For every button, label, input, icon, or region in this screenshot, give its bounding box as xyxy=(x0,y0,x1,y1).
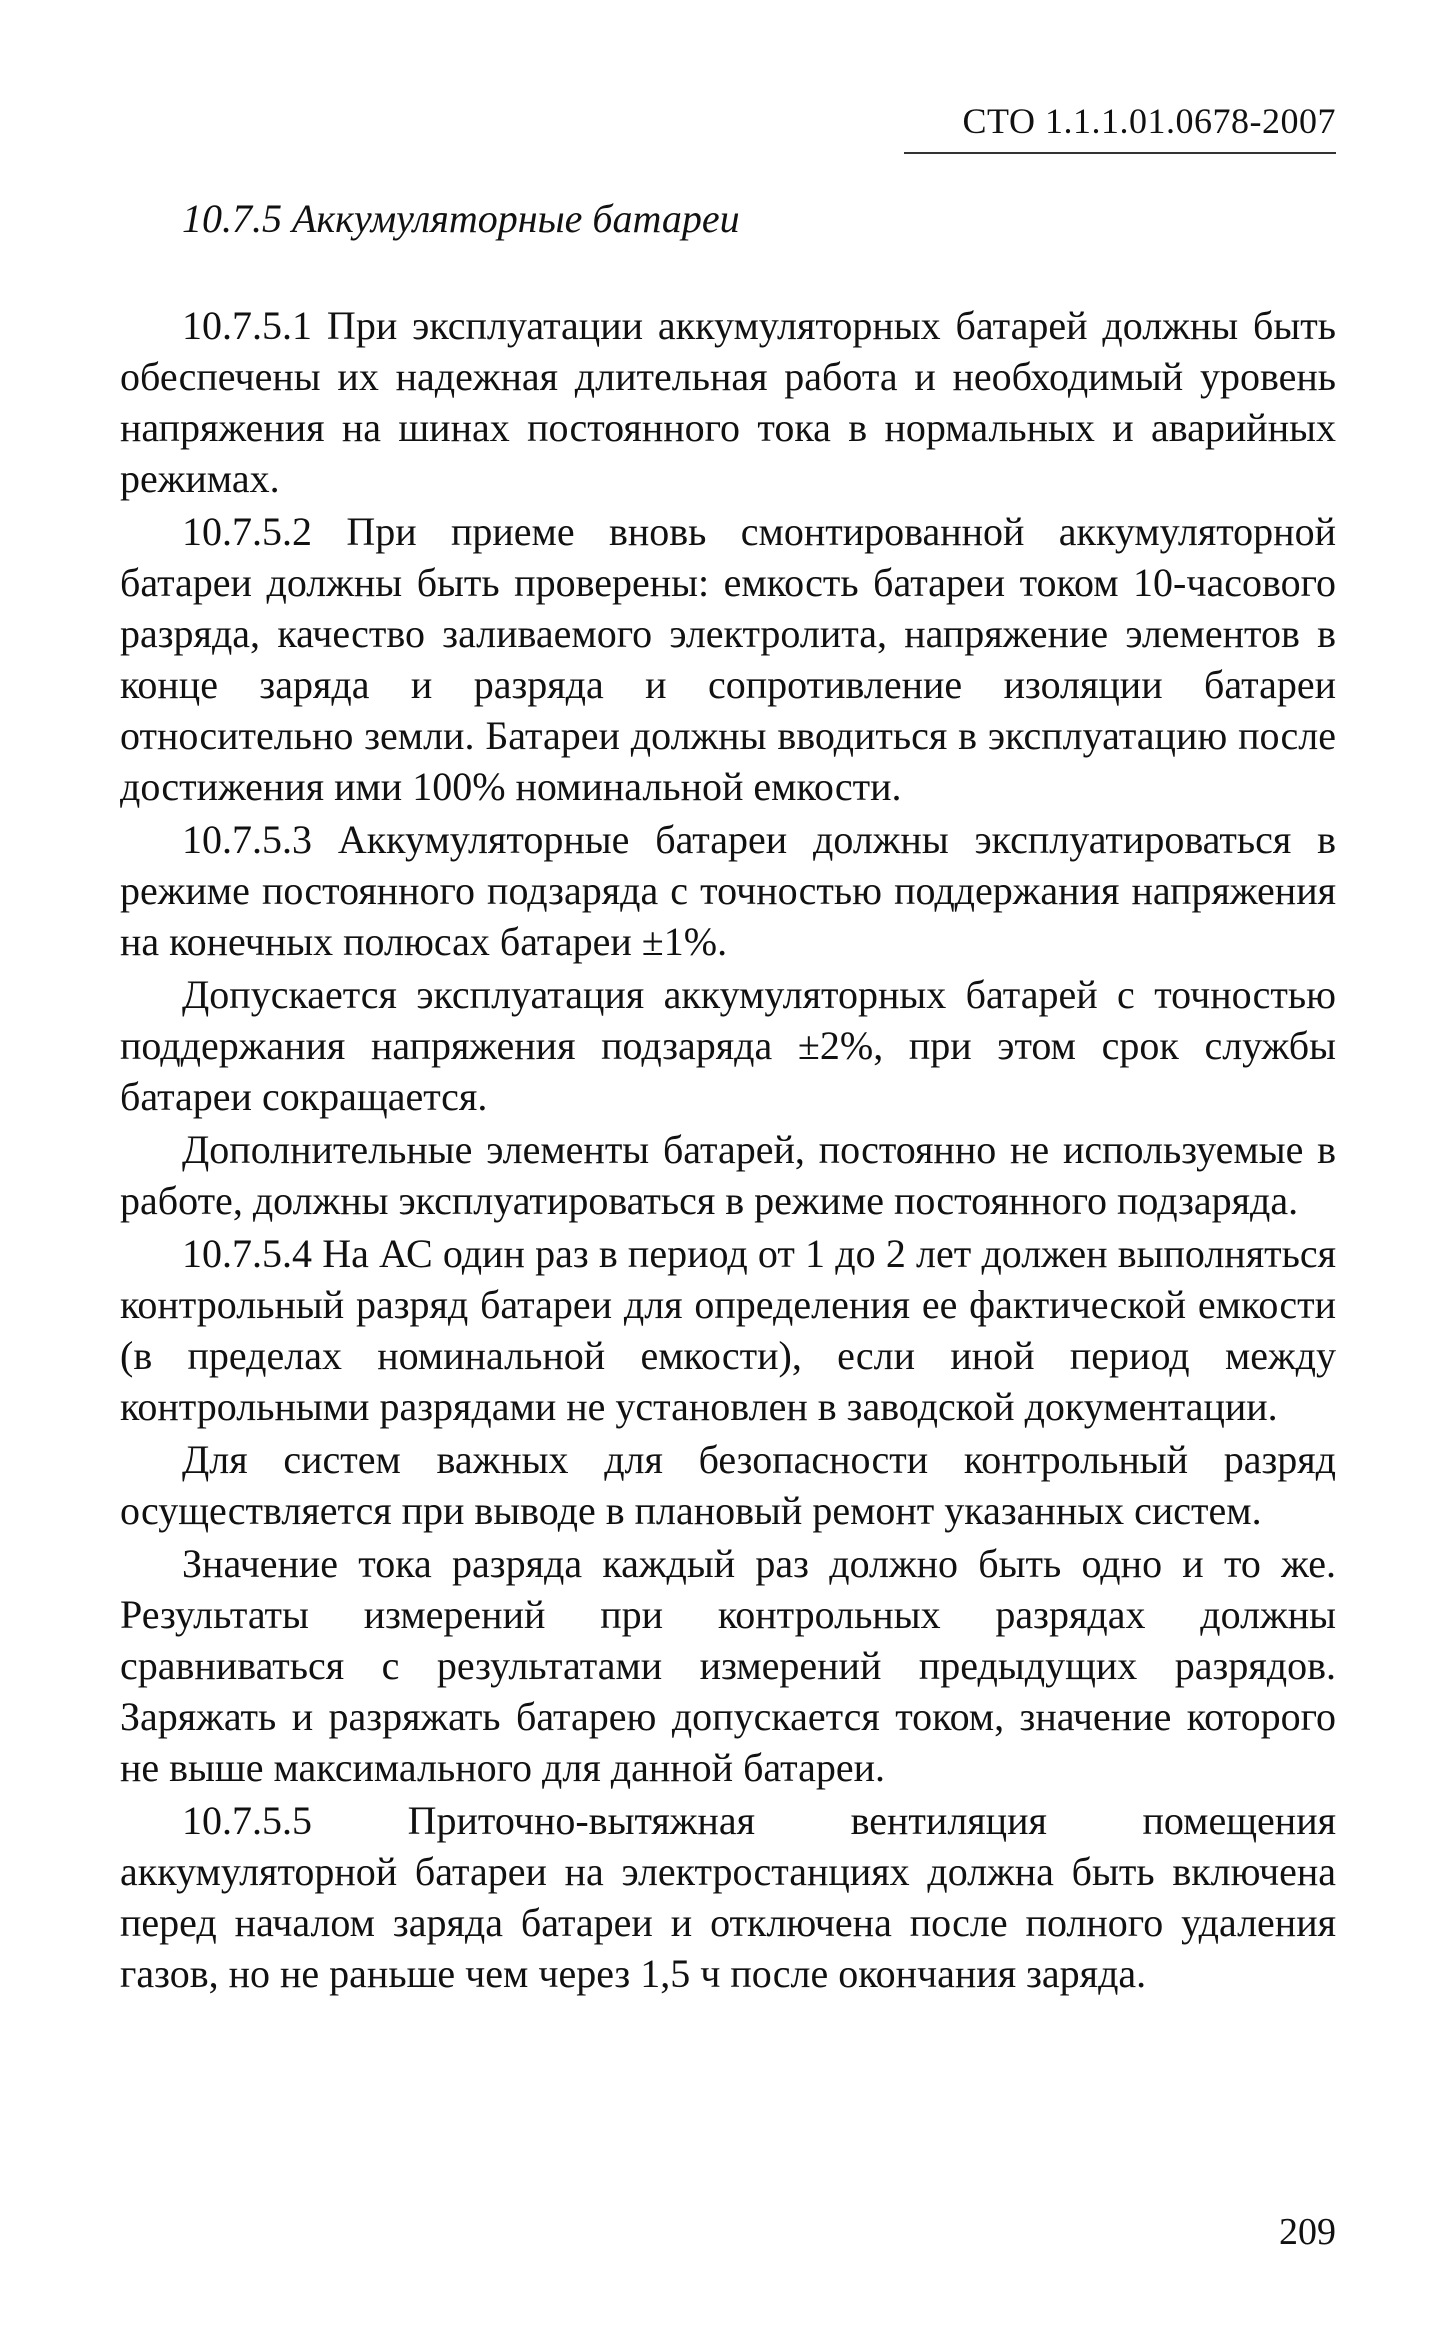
page-number: 209 xyxy=(1279,2211,1336,2253)
paragraph-10-7-5-4: 10.7.5.4 На АС один раз в период от 1 до 2 лет должен выполняться контрольный разряд батареи для определения ее фактической емкости (в пределах номинальной емкости), если иной период между контрольными разрядами не установлен в заводской документации. xyxy=(120,1231,1336,1429)
document-body xyxy=(120,300,1336,2001)
paragraph-10-7-5-2: 10.7.5.2 При приеме вновь смонтированной аккумуляторной батареи должны быть проверены: емкость батареи током 10-часового разряда, качество заливаемого электролита, напряжение элементов в конце заряда и разряда и сопротивление изоляции батареи относительно земли. Батареи должны вводиться в эксплуатацию после достижения ими 100% номинальной емкости. xyxy=(120,509,1336,809)
paragraph-additional-elements: Дополнительные элементы батарей, постоянно не используемые в работе, должны эксплуатироваться в режиме постоянного подзаряда. xyxy=(120,1127,1336,1223)
paragraph-10-7-5-3: 10.7.5.3 Аккумуляторные батареи должны эксплуатироваться в режиме постоянного подзаряда с точностью поддержания напряжения на конечных полюсах батареи ±1%. xyxy=(120,817,1336,964)
paragraph-10-7-5-5: 10.7.5.5 Приточно-вытяжная вентиляция помещения аккумуляторной батареи на электростанциях должна быть включена перед началом заряда батареи и отключена после полного удаления газов, но не раньше чем через 1,5 ч после окончания заряда. xyxy=(120,1798,1336,1996)
paragraph-discharge-current: Значение тока разряда каждый раз должно быть одно и то же. Результаты измерений при контрольных разрядах должны сравниваться с результатами измерений предыдущих разрядов. Заряжать и разряжать батарею допускается током, значение которого не выше максимального для данной батареи. xyxy=(120,1541,1336,1790)
document-code-header: СТО 1.1.1.01.0678-2007 xyxy=(904,100,1336,154)
paragraph-tolerance-note: Допускается эксплуатация аккумуляторных батарей с точностью поддержания напряжения подзаряда ±2%, при этом срок службы батареи сокращается. xyxy=(120,972,1336,1119)
section-title: 10.7.5 Аккумуляторные батареи xyxy=(182,196,740,241)
paragraph-10-7-5-1: 10.7.5.1 При эксплуатации аккумуляторных батарей должны быть обеспечены их надежная длительная работа и необходимый уровень напряжения на шинах постоянного тока в нормальных и аварийных режимах. xyxy=(120,303,1336,501)
paragraph-safety-systems: Для систем важных для безопасности контрольный разряд осуществляется при выводе в плановый ремонт указанных систем. xyxy=(120,1437,1336,1533)
